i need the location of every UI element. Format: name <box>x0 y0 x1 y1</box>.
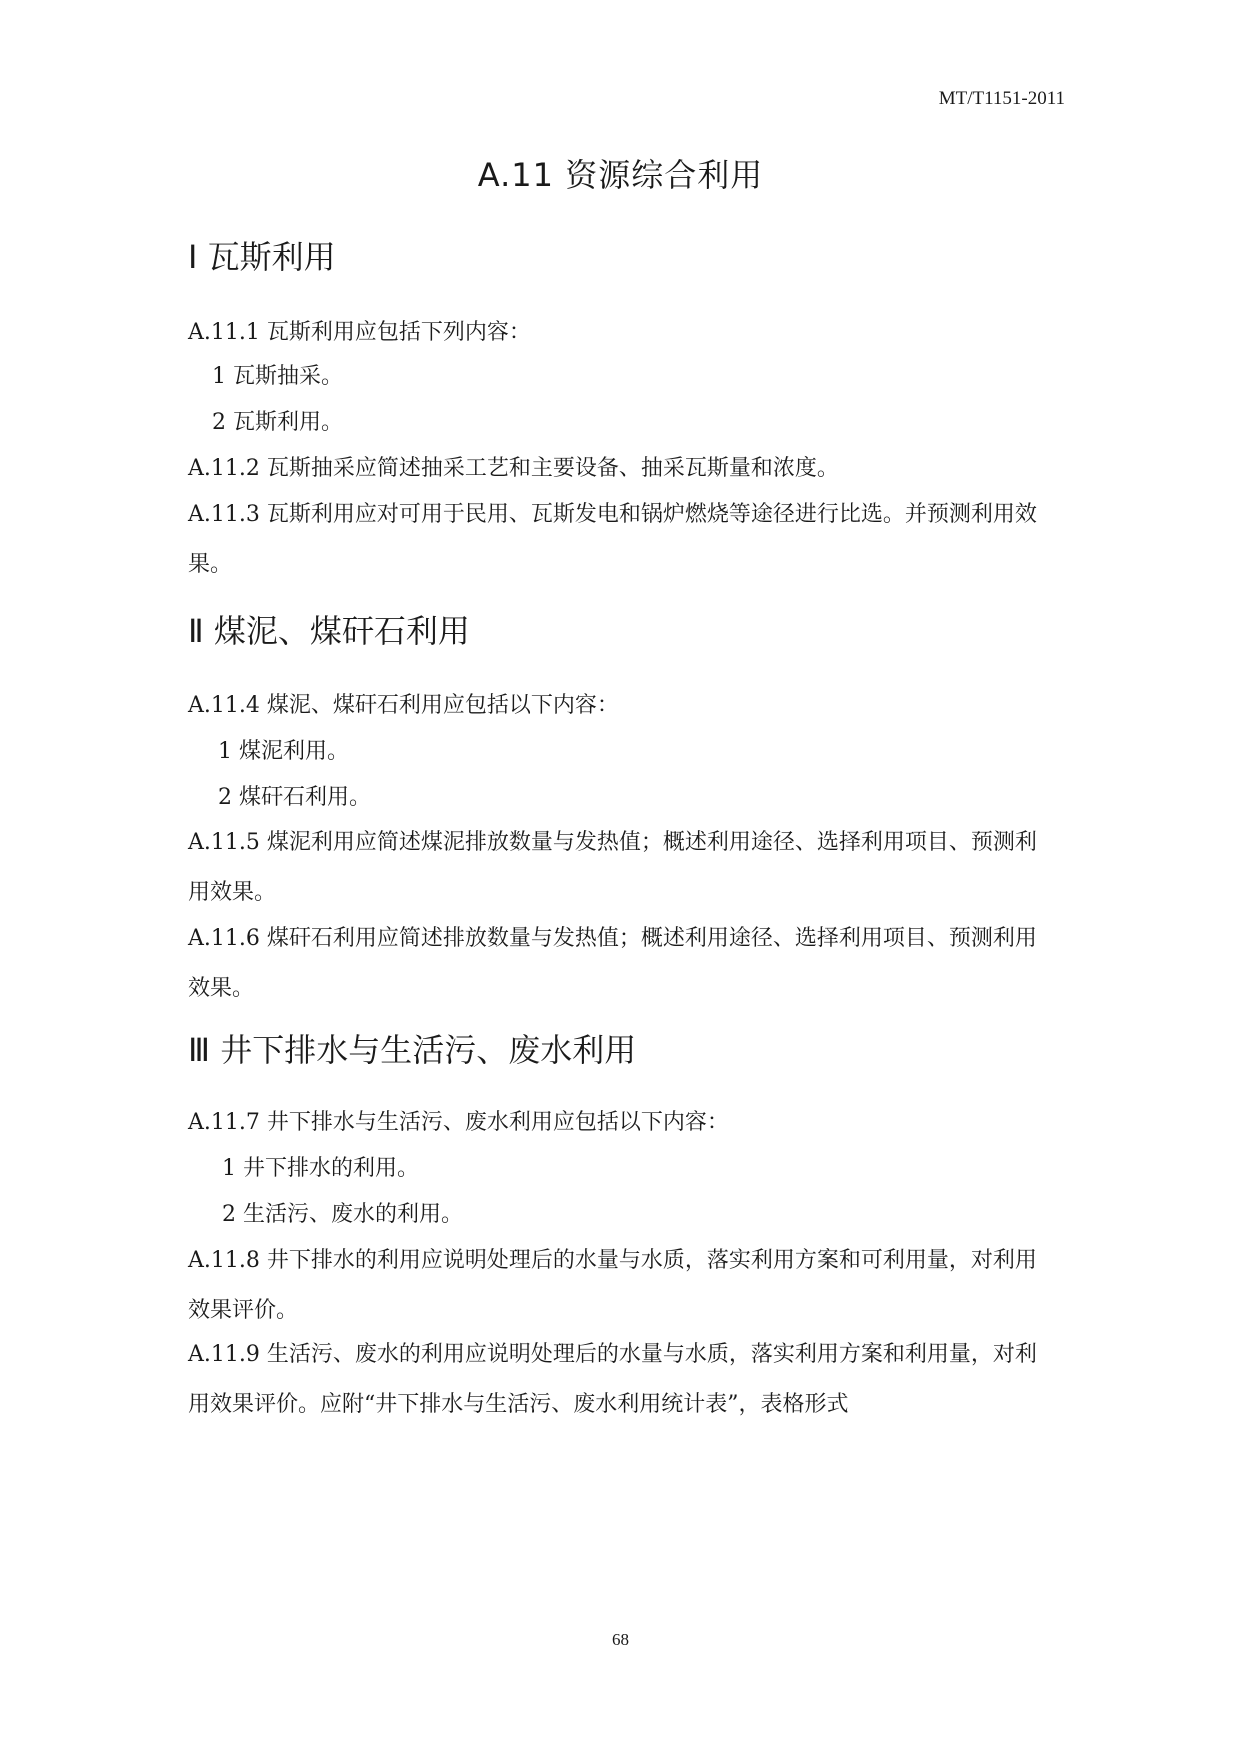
section-title-drainage-wastewater: Ⅲ 井下排水与生活污、废水利用 <box>188 1031 637 1069</box>
section-title-gas: Ⅰ 瓦斯利用 <box>188 238 336 276</box>
list-item: 1 井下排水的利用。 <box>222 1156 419 1181</box>
section-title-slime-gangue: Ⅱ 煤泥、煤矸石利用 <box>188 612 470 650</box>
paragraph-a11-6: A.11.6 煤矸石利用应简述排放数量与发热值；概述利用途径、选择利用项目、预测利用效果。 <box>188 926 1037 1001</box>
paragraph-a11-2: A.11.2 瓦斯抽采应简述抽采工艺和主要设备、抽采瓦斯量和浓度。 <box>188 456 839 481</box>
list-item: 2 生活污、废水的利用。 <box>222 1202 463 1227</box>
list-item: 1 瓦斯抽采。 <box>212 364 343 389</box>
paragraph-a11-3: A.11.3 瓦斯利用应对可用于民用、瓦斯发电和锅炉燃烧等途径进行比选。并预测利用效果。 <box>188 502 1037 577</box>
chapter-title: A.11 资源综合利用 <box>477 156 764 194</box>
page-number: 68 <box>612 1630 629 1649</box>
list-item: 2 瓦斯利用。 <box>212 410 343 435</box>
paragraph-a11-4: A.11.4 煤泥、煤矸石利用应包括以下内容： <box>188 693 619 718</box>
paragraph-a11-7: A.11.7 井下排水与生活污、废水利用应包括以下内容： <box>188 1110 729 1135</box>
list-item: 1 煤泥利用。 <box>218 739 349 764</box>
paragraph-a11-8: A.11.8 井下排水的利用应说明处理后的水量与水质，落实利用方案和可利用量，对利用效果评价。 <box>188 1248 1037 1323</box>
paragraph-a11-9: A.11.9 生活污、废水的利用应说明处理后的水量与水质，落实利用方案和利用量，对利用效果评价。应附“井下排水与生活污、废水利用统计表”，表格形式 <box>188 1342 1037 1417</box>
paragraph-a11-5: A.11.5 煤泥利用应简述煤泥排放数量与发热值；概述利用途径、选择利用项目、预测利用效果。 <box>188 830 1037 905</box>
document-code: MT/T1151-2011 <box>938 88 1065 109</box>
paragraph-a11-1: A.11.1 瓦斯利用应包括下列内容： <box>188 320 531 345</box>
list-item: 2 煤矸石利用。 <box>218 785 371 810</box>
